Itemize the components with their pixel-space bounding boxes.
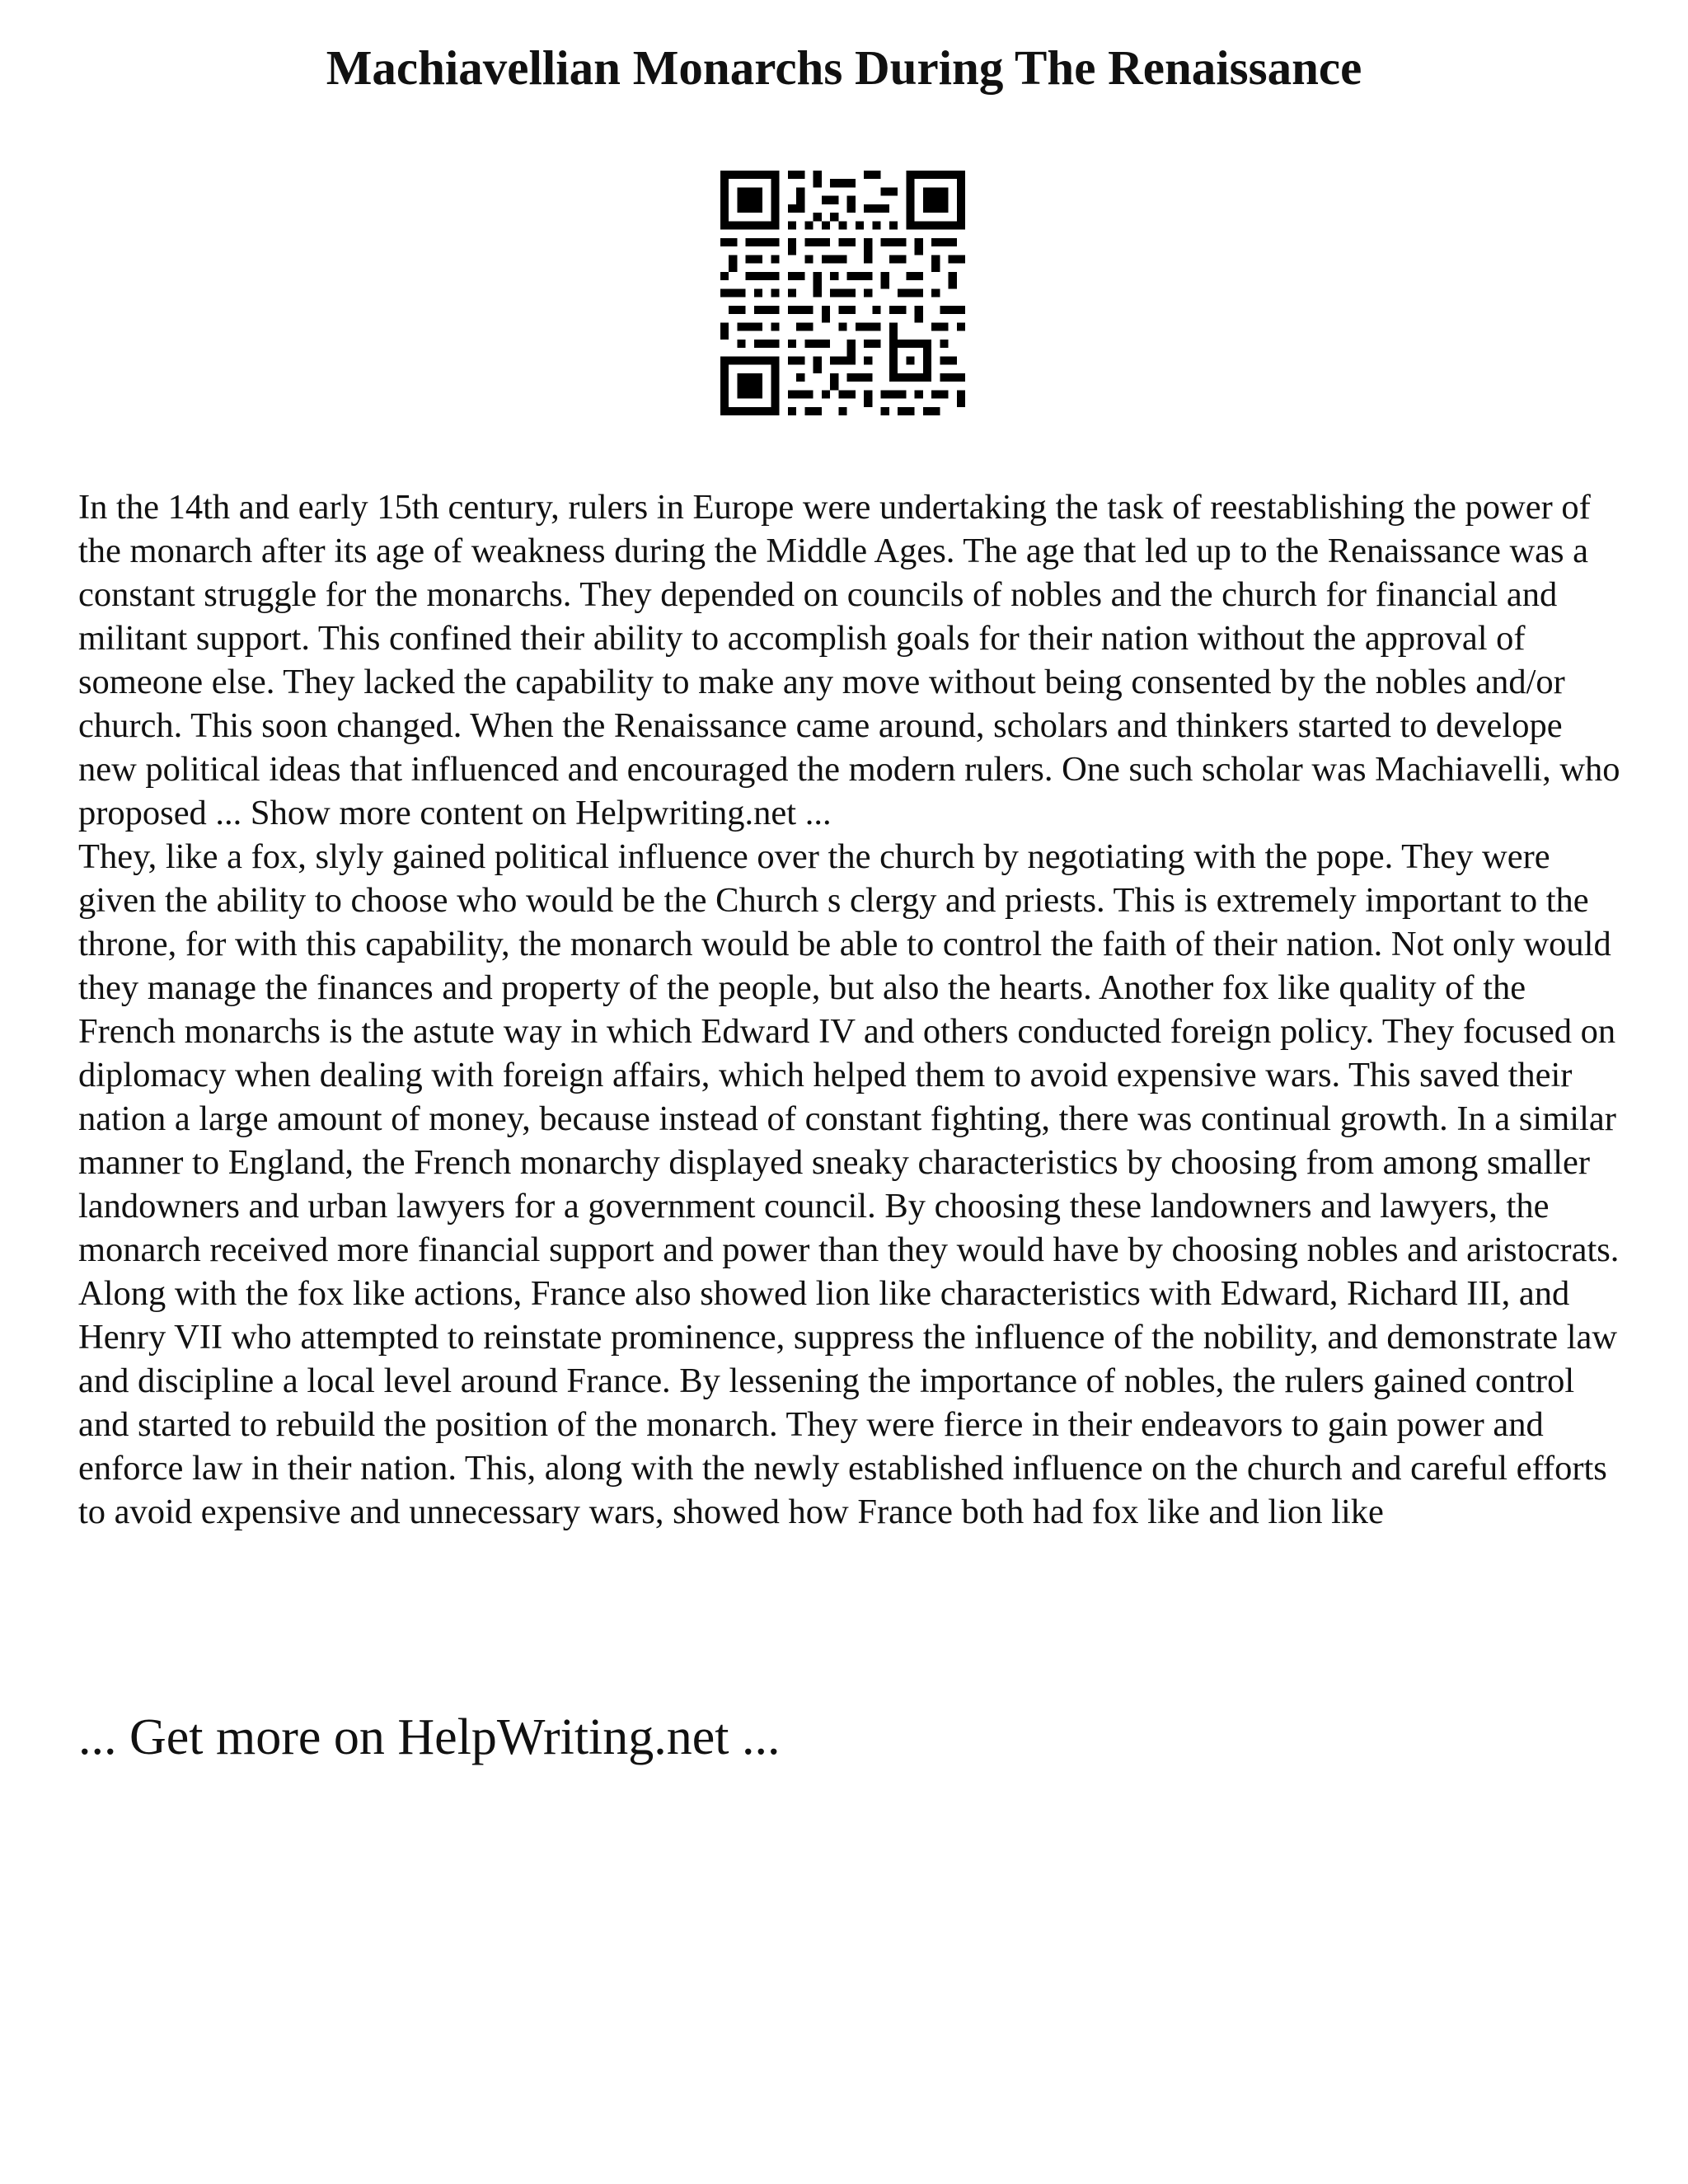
article-body bbox=[78, 485, 1628, 1534]
get-more-link[interactable]: ... Get more on HelpWriting.net ... bbox=[78, 1709, 781, 1765]
qr-code-icon bbox=[720, 171, 965, 415]
page-title: Machiavellian Monarchs During The Renaissance bbox=[326, 40, 1362, 95]
paragraph-1: In the 14th and early 15th century, rulers in Europe were undertaking the task of reestablishing the power of the monarch after its age of weakness during the Middle Ages. The age that led up to the Renaissance was a constant struggle for the monarchs. They depended on councils of nobles and the church for financial and militant support. This confined their ability to accomplish goals for their nation without the approval of someone else. They lacked the capability to make any move without being consented by the nobles and/or church. This soon changed. When the Renaissance came around, scholars and thinkers started to develope new political ideas that influenced and encouraged the modern rulers. One such scholar was Machiavelli, who proposed ... Show more content on Helpwriting.net ... bbox=[78, 488, 1620, 832]
paragraph-2: They, like a fox, slyly gained political influence over the church by negotiating with the pope. They were given the ability to choose who would be the Church s clergy and priests. This is extremely important to the throne, for with this capability, the monarch would be able to control the faith of their nation. Not only would they manage the finances and property of the people, but also the hearts. Another fox like quality of the French monarchs is the astute way in which Edward IV and others conducted foreign policy. They focused on diplomacy when dealing with foreign affairs, which helped them to avoid expensive wars. This saved their nation a large amount of money, because instead of constant fighting, there was continual growth. In a similar manner to England, the French monarchy displayed sneaky characteristics by choosing from among smaller landowners and urban lawyers for a government council. By choosing these landowners and lawyers, the monarch received more financial support and power than they would have by choosing nobles and aristocrats. Along with the fox like actions, France also showed lion like characteristics with Edward, Richard III, and Henry VII who attempted to reinstate prominence, suppress the influence of the nobility, and demonstrate law and discipline a local level around France. By lessening the importance of nobles, the rulers gained control and started to rebuild the position of the monarch. They were fierce in their endeavors to gain power and enforce law in their nation. This, along with the newly established influence on the church and careful efforts to avoid expensive and unnecessary wars, showed how France both had fox like and lion like bbox=[78, 837, 1620, 1531]
